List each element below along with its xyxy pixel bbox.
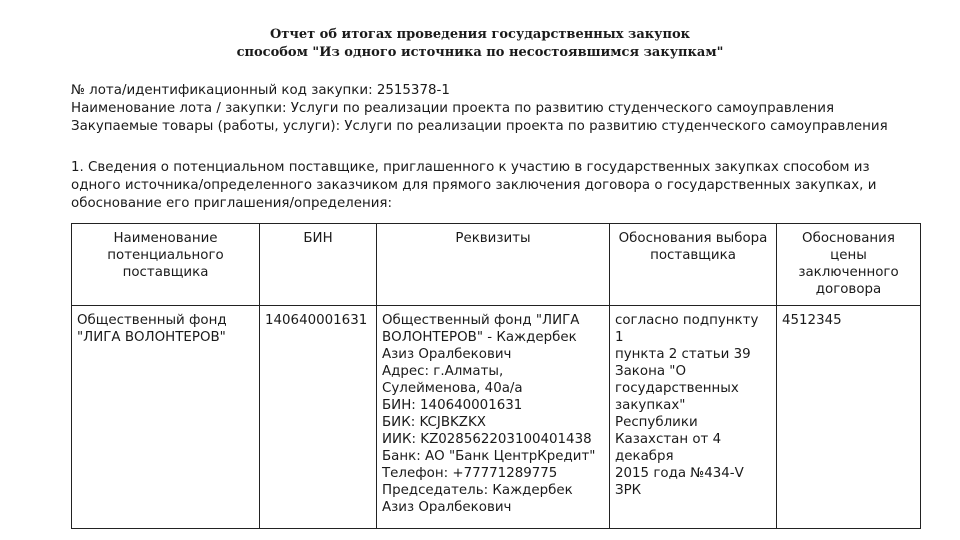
cell-selection-reason	[610, 306, 777, 529]
cell-line: Республики	[615, 415, 698, 430]
cell-line: ИИК: KZ028562203100401438	[382, 432, 592, 447]
cell-line: Банк: АО "Банк ЦентрКредит"	[382, 449, 596, 464]
cell-line: согласно подпункту	[615, 313, 759, 328]
cell-line: Реквизиты	[455, 231, 531, 246]
report-title: Отчет об итогах проведения государственных закупок	[269, 27, 691, 42]
section-1-line: одного источника/определенного заказчиком для прямого заключения договора о государственных закупках, и	[71, 178, 877, 193]
cell-line: декабря	[615, 449, 674, 464]
cell-line: Казахстан от 4	[615, 432, 722, 447]
cell-line: договора	[815, 282, 882, 297]
cell-bin	[260, 306, 377, 529]
lot-code: № лота/идентификационный код закупки: 2515378-1	[71, 83, 450, 98]
section-1-line: обоснование его приглашения/определения:	[71, 196, 393, 211]
section-1-text	[71, 159, 931, 213]
header-bin	[260, 224, 377, 306]
cell-line: 1	[615, 330, 624, 345]
cell-line: Обоснования	[802, 231, 895, 246]
procured-goods: Закупаемые товары (работы, услуги): Услуги по реализации проекта по развитию студенческого самоуправления	[71, 119, 888, 134]
cell-line: закупках"	[615, 398, 686, 413]
cell-line: Азиз Оралбекович	[382, 500, 512, 515]
cell-line: Общественный фонд	[77, 313, 227, 328]
cell-line: поставщика	[122, 265, 209, 280]
cell-line: ЗРК	[615, 483, 642, 498]
cell-line: 4512345	[782, 313, 842, 328]
cell-line: потенциального	[107, 248, 224, 263]
cell-line: "ЛИГА ВОЛОНТЕРОВ"	[77, 330, 226, 345]
cell-line: БИН: 140640001631	[382, 398, 523, 413]
cell-line: Обоснования выбора	[618, 231, 768, 246]
lot-name: Наименование лота / закупки: Услуги по реализации проекта по развитию студенческого самоуправления	[71, 101, 835, 116]
cell-line: заключенного	[798, 265, 899, 280]
cell-line: Общественный фонд "ЛИГА	[382, 313, 580, 328]
cell-line: государственных	[615, 381, 739, 396]
cell-line: Сулейменова, 40а/а	[382, 381, 523, 396]
header-price-reason	[777, 224, 921, 306]
table-row	[72, 306, 921, 529]
cell-line: Председатель: Каждербек	[382, 483, 573, 498]
cell-supplier-name	[72, 306, 260, 529]
cell-line: Азиз Оралбекович	[382, 347, 512, 362]
cell-line: пункта 2 статьи 39	[615, 347, 751, 362]
cell-line: БИН	[303, 231, 333, 246]
section-1-line: 1. Сведения о потенциальном поставщике, приглашенного к участию в государственных закупках способом из	[71, 160, 870, 175]
cell-line: Наименование	[113, 231, 218, 246]
header-supplier-name	[72, 224, 260, 306]
header-selection-reason	[610, 224, 777, 306]
cell-price	[777, 306, 921, 529]
table-header-row	[72, 224, 921, 306]
header-details	[377, 224, 610, 306]
cell-line: поставщика	[650, 248, 736, 263]
report-subtitle: способом "Из одного источника по несостоявшимся закупкам"	[236, 45, 724, 60]
cell-line: Телефон: +77771289775	[382, 466, 558, 481]
cell-line: Адрес: г.Алматы,	[382, 364, 504, 379]
cell-line: 2015 года №434-V	[615, 466, 744, 481]
cell-line: 140640001631	[265, 313, 368, 328]
cell-line: ВОЛОНТЕРОВ" - Каждербек	[382, 330, 577, 345]
cell-line: Закона "О	[615, 364, 686, 379]
cell-details	[377, 306, 610, 529]
supplier-table	[71, 223, 921, 529]
cell-line: БИК: KCJBKZKX	[382, 415, 486, 430]
cell-line: цены	[830, 248, 867, 263]
